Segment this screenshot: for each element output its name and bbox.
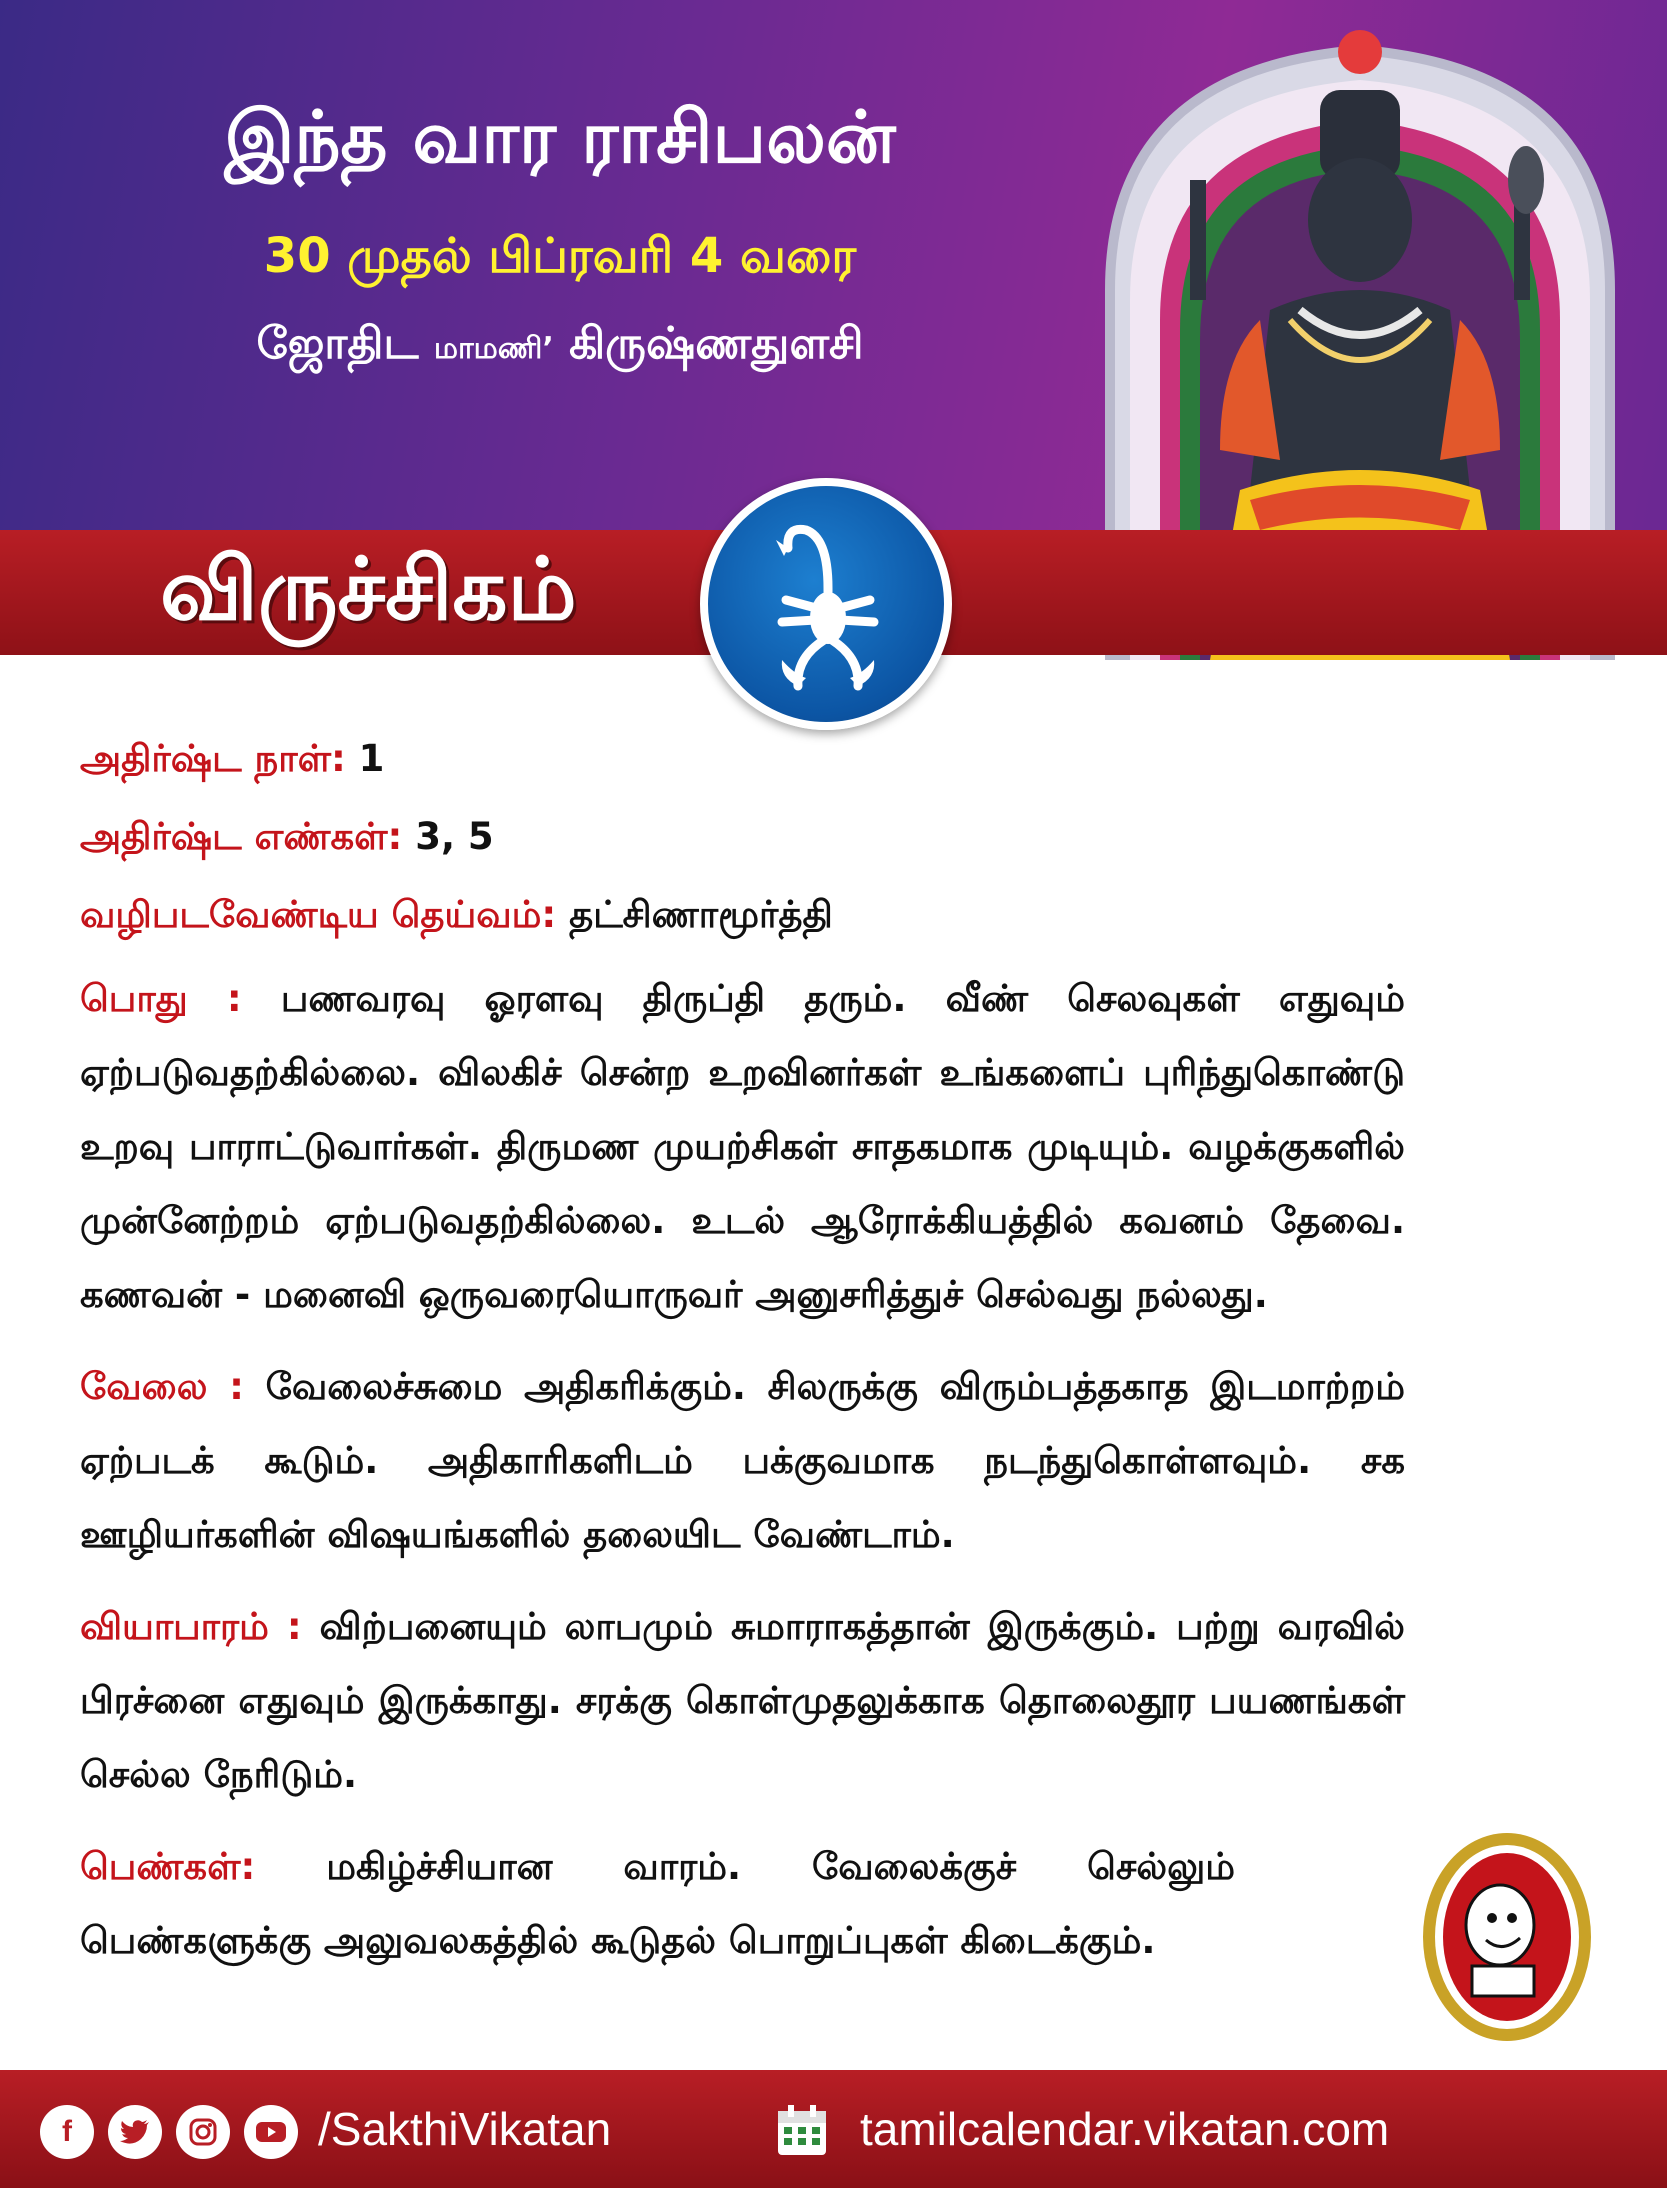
detail-value: 1 — [358, 737, 385, 780]
section-text: மகிழ்ச்சியான வாரம். வேலைக்குச் செல்லும் பெண்களுக்கு அலுவலகத்தில் கூடுதல் பொறுப்புகள் கிடைக்கும். — [80, 1845, 1235, 1962]
section-women — [80, 1830, 1405, 1978]
detail-label: அதிர்ஷ்ட எண்கள்: — [80, 815, 403, 858]
instagram-icon[interactable] — [176, 2105, 230, 2159]
section-general — [80, 962, 1405, 1332]
byline-honorific: மாமணி’ — [433, 331, 554, 366]
detail-value: 3, 5 — [415, 815, 494, 858]
youtube-icon[interactable] — [244, 2105, 298, 2159]
deity-to-worship — [80, 876, 1405, 954]
sign-badge — [700, 478, 952, 730]
vikatan-mascot-logo — [1420, 1830, 1595, 2045]
section-label: பெண்கள்: — [80, 1845, 256, 1888]
calendar-icon — [774, 2103, 830, 2159]
website-link[interactable]: tamilcalendar.vikatan.com — [860, 2103, 1390, 2155]
author-byline — [60, 318, 1060, 375]
byline-prefix: ஜோதிட — [256, 318, 419, 369]
twitter-icon[interactable] — [108, 2105, 162, 2159]
social-handle[interactable]: /SakthiVikatan — [318, 2103, 612, 2155]
byline-name: கிருஷ்ணதுளசி — [569, 318, 864, 369]
lucky-day — [80, 720, 1405, 798]
detail-label: வழிபடவேண்டிய தெய்வம்: — [80, 893, 557, 936]
page-title: இந்த வார ராசிபலன் — [224, 95, 896, 179]
section-label: வியாபாரம் : — [80, 1605, 302, 1648]
section-text: விற்பனையும் லாபமும் சுமாராகத்தான் இருக்கும். பற்று வரவில் பிரச்னை எதுவும் இருக்காது. சரக்கு கொள்முதலுக்காக தொலைதூர பயணங்கள் செல்ல நேரிடும். — [80, 1605, 1405, 1796]
section-label: வேலை : — [80, 1365, 244, 1408]
lucky-numbers — [80, 798, 1405, 876]
content-area — [80, 720, 1405, 1978]
scorpion-icon — [736, 508, 916, 698]
detail-label: அதிர்ஷ்ட நாள்: — [80, 737, 346, 780]
detail-value: தட்சிணாமூர்த்தி — [569, 893, 833, 936]
facebook-icon[interactable]: f — [40, 2105, 94, 2159]
date-range: 30 முதல் பிப்ரவரி 4 வரை — [263, 228, 857, 284]
section-work — [80, 1350, 1405, 1572]
sign-name: விருச்சிகம் — [160, 540, 577, 640]
section-text: வேலைச்சுமை அதிகரிக்கும். சிலருக்கு விரும்பத்தகாத இடமாற்றம் ஏற்படக் கூடும். அதிகாரிகளிடம் பக்குவமாக நடந்துகொள்ளவும். சக ஊழியர்களின் விஷயங்களில் தலையிட வேண்டாம். — [80, 1365, 1405, 1556]
section-label: பொது : — [80, 977, 242, 1020]
section-business — [80, 1590, 1405, 1812]
section-text: பணவரவு ஓரளவு திருப்தி தரும். வீண் செலவுகள் எதுவும் ஏற்படுவதற்கில்லை. விலகிச் சென்ற உறவினர்கள் உங்களைப் புரிந்துகொண்டு உறவு பாராட்டுவார்கள். திருமண முயற்சிகள் சாதகமாக முடியும். வழக்குகளில் முன்னேற்றம் ஏற்படுவதற்கில்லை. உடல் ஆரோக்கியத்தில் கவனம் தேவை. கணவன் - மனைவி ஒருவரையொருவர் அனுசரித்துச் செல்வது நல்லது. — [80, 977, 1405, 1316]
